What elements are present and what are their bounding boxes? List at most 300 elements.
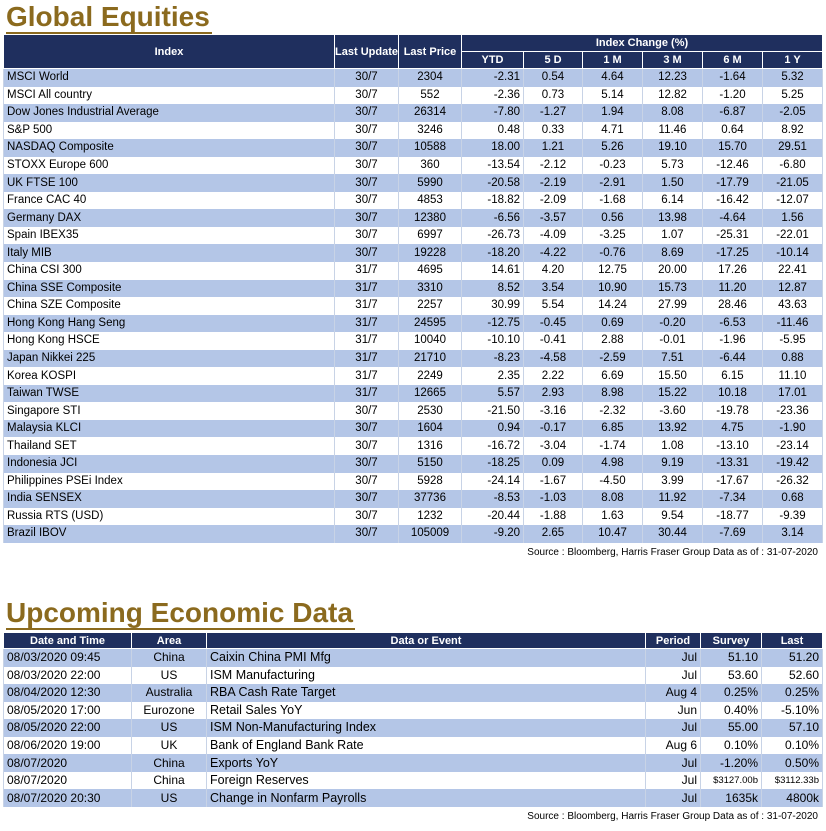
last-update: 30/7 bbox=[335, 490, 399, 508]
5d-change: -2.09 bbox=[524, 192, 583, 210]
5d-change: -4.58 bbox=[524, 350, 583, 368]
table-row bbox=[4, 262, 823, 280]
1y-change: 5.32 bbox=[763, 69, 823, 87]
period: Jul bbox=[646, 667, 701, 685]
5d-change: 2.22 bbox=[524, 367, 583, 385]
1y-change: -6.80 bbox=[763, 157, 823, 175]
last-update: 31/7 bbox=[335, 262, 399, 280]
table-row bbox=[4, 192, 823, 210]
economic-source-note: Source : Bloomberg, Harris Fraser Group Data as of : 31-07-2020 bbox=[527, 811, 818, 822]
3m-change: 1.08 bbox=[643, 437, 703, 455]
table-row bbox=[4, 244, 823, 262]
ytd-change: -20.58 bbox=[462, 174, 524, 192]
6m-change: 28.46 bbox=[703, 297, 763, 315]
last-price: 37736 bbox=[399, 490, 462, 508]
header-period: Period bbox=[646, 633, 701, 649]
event-name: Change in Nonfarm Payrolls bbox=[207, 789, 646, 807]
index-name: Russia RTS (USD) bbox=[4, 508, 335, 526]
last-value: 4800k bbox=[762, 789, 823, 807]
table-row bbox=[4, 420, 823, 438]
index-name: Singapore STI bbox=[4, 402, 335, 420]
index-name: China SZE Composite bbox=[4, 297, 335, 315]
table-row bbox=[4, 385, 823, 403]
period: Jul bbox=[646, 649, 701, 667]
area: US bbox=[132, 789, 207, 807]
1y-change: 11.10 bbox=[763, 367, 823, 385]
5d-change: 5.54 bbox=[524, 297, 583, 315]
1y-change: -11.46 bbox=[763, 315, 823, 333]
last-update: 30/7 bbox=[335, 192, 399, 210]
ytd-change: -18.20 bbox=[462, 244, 524, 262]
6m-change: -13.10 bbox=[703, 437, 763, 455]
last-price: 10040 bbox=[399, 332, 462, 350]
6m-change: 6.15 bbox=[703, 367, 763, 385]
date-time: 08/03/2020 22:00 bbox=[4, 667, 132, 685]
table-row bbox=[4, 157, 823, 175]
last-update: 30/7 bbox=[335, 69, 399, 87]
last-update: 30/7 bbox=[335, 508, 399, 526]
header-survey: Survey bbox=[701, 633, 762, 649]
last-price: 552 bbox=[399, 87, 462, 105]
index-name: Japan Nikkei 225 bbox=[4, 350, 335, 368]
1y-change: -21.05 bbox=[763, 174, 823, 192]
table-row bbox=[4, 754, 823, 772]
1m-change: -1.68 bbox=[583, 192, 643, 210]
table-row bbox=[4, 649, 823, 667]
1m-change: -4.50 bbox=[583, 473, 643, 491]
last-value: 0.10% bbox=[762, 737, 823, 755]
table-row bbox=[4, 473, 823, 491]
ytd-change: -18.25 bbox=[462, 455, 524, 473]
5d-change: -0.17 bbox=[524, 420, 583, 438]
3m-change: 9.19 bbox=[643, 455, 703, 473]
date-time: 08/07/2020 20:30 bbox=[4, 789, 132, 807]
last-update: 30/7 bbox=[335, 525, 399, 543]
last-price: 24595 bbox=[399, 315, 462, 333]
last-price: 4853 bbox=[399, 192, 462, 210]
3m-change: 27.99 bbox=[643, 297, 703, 315]
5d-change: -3.57 bbox=[524, 209, 583, 227]
last-update: 31/7 bbox=[335, 332, 399, 350]
1m-change: 6.85 bbox=[583, 420, 643, 438]
last-price: 10588 bbox=[399, 139, 462, 157]
last-price: 2304 bbox=[399, 69, 462, 87]
ytd-change: -10.10 bbox=[462, 332, 524, 350]
5d-change: -4.22 bbox=[524, 244, 583, 262]
index-name: Philippines PSEi Index bbox=[4, 473, 335, 491]
last-value: -5.10% bbox=[762, 702, 823, 720]
5d-change: 2.65 bbox=[524, 525, 583, 543]
3m-change: 3.99 bbox=[643, 473, 703, 491]
table-row bbox=[4, 702, 823, 720]
last-update: 30/7 bbox=[335, 87, 399, 105]
1m-change: -2.91 bbox=[583, 174, 643, 192]
index-name: MSCI World bbox=[4, 69, 335, 87]
index-name: Korea KOSPI bbox=[4, 367, 335, 385]
1m-change: 10.47 bbox=[583, 525, 643, 543]
3m-change: 19.10 bbox=[643, 139, 703, 157]
ytd-change: 0.48 bbox=[462, 122, 524, 140]
last-update: 31/7 bbox=[335, 315, 399, 333]
5d-change: -0.45 bbox=[524, 315, 583, 333]
last-price: 5928 bbox=[399, 473, 462, 491]
5d-change: -1.03 bbox=[524, 490, 583, 508]
5d-change: -1.67 bbox=[524, 473, 583, 491]
1m-change: 8.98 bbox=[583, 385, 643, 403]
date-time: 08/07/2020 bbox=[4, 754, 132, 772]
3m-change: -0.20 bbox=[643, 315, 703, 333]
table-row bbox=[4, 104, 823, 122]
1m-change: 1.63 bbox=[583, 508, 643, 526]
6m-change: 11.20 bbox=[703, 280, 763, 298]
1y-change: 22.41 bbox=[763, 262, 823, 280]
3m-change: 8.69 bbox=[643, 244, 703, 262]
survey: 53.60 bbox=[701, 667, 762, 685]
1m-change: -3.25 bbox=[583, 227, 643, 245]
1y-change: -10.14 bbox=[763, 244, 823, 262]
last-price: 3310 bbox=[399, 280, 462, 298]
survey: 0.25% bbox=[701, 684, 762, 702]
5d-change: -3.16 bbox=[524, 402, 583, 420]
area: Eurozone bbox=[132, 702, 207, 720]
3m-change: -3.60 bbox=[643, 402, 703, 420]
global-equities-title: Global Equities bbox=[6, 1, 210, 32]
5d-change: 0.73 bbox=[524, 87, 583, 105]
ytd-change: 0.94 bbox=[462, 420, 524, 438]
ytd-change: -9.20 bbox=[462, 525, 524, 543]
index-name: France CAC 40 bbox=[4, 192, 335, 210]
index-name: Italy MIB bbox=[4, 244, 335, 262]
1m-change: -0.76 bbox=[583, 244, 643, 262]
last-price: 1232 bbox=[399, 508, 462, 526]
1m-change: -1.74 bbox=[583, 437, 643, 455]
last-price: 6997 bbox=[399, 227, 462, 245]
index-name: UK FTSE 100 bbox=[4, 174, 335, 192]
table-row bbox=[4, 737, 823, 755]
6m-change: -6.53 bbox=[703, 315, 763, 333]
period: Aug 6 bbox=[646, 737, 701, 755]
1y-change: 43.63 bbox=[763, 297, 823, 315]
1y-change: -9.39 bbox=[763, 508, 823, 526]
index-name: Dow Jones Industrial Average bbox=[4, 104, 335, 122]
3m-change: 11.46 bbox=[643, 122, 703, 140]
event-name: Caixin China PMI Mfg bbox=[207, 649, 646, 667]
1y-change: -23.14 bbox=[763, 437, 823, 455]
header-period: 1 Y bbox=[763, 52, 823, 69]
1m-change: 0.56 bbox=[583, 209, 643, 227]
1m-change: 4.64 bbox=[583, 69, 643, 87]
6m-change: 4.75 bbox=[703, 420, 763, 438]
1m-change: 5.26 bbox=[583, 139, 643, 157]
1m-change: 4.71 bbox=[583, 122, 643, 140]
event-name: Exports YoY bbox=[207, 754, 646, 772]
index-name: STOXX Europe 600 bbox=[4, 157, 335, 175]
event-name: RBA Cash Rate Target bbox=[207, 684, 646, 702]
5d-change: -0.41 bbox=[524, 332, 583, 350]
header-period: 3 M bbox=[643, 52, 703, 69]
header-last-price: Last Price bbox=[399, 35, 462, 69]
period: Jun bbox=[646, 702, 701, 720]
event-name: ISM Non-Manufacturing Index bbox=[207, 719, 646, 737]
period: Aug 4 bbox=[646, 684, 701, 702]
table-row bbox=[4, 402, 823, 420]
last-update: 31/7 bbox=[335, 297, 399, 315]
6m-change: -6.44 bbox=[703, 350, 763, 368]
6m-change: -1.96 bbox=[703, 332, 763, 350]
ytd-change: -13.54 bbox=[462, 157, 524, 175]
1y-change: 0.68 bbox=[763, 490, 823, 508]
last-value: 51.20 bbox=[762, 649, 823, 667]
3m-change: 12.82 bbox=[643, 87, 703, 105]
table-row bbox=[4, 227, 823, 245]
1m-change: 0.69 bbox=[583, 315, 643, 333]
last-price: 105009 bbox=[399, 525, 462, 543]
6m-change: -17.67 bbox=[703, 473, 763, 491]
ytd-change: -7.80 bbox=[462, 104, 524, 122]
last-update: 30/7 bbox=[335, 455, 399, 473]
3m-change: 12.23 bbox=[643, 69, 703, 87]
1y-change: 5.25 bbox=[763, 87, 823, 105]
3m-change: 15.73 bbox=[643, 280, 703, 298]
ytd-change: -18.82 bbox=[462, 192, 524, 210]
1m-change: 1.94 bbox=[583, 104, 643, 122]
last-price: 4695 bbox=[399, 262, 462, 280]
last-update: 30/7 bbox=[335, 473, 399, 491]
5d-change: 3.54 bbox=[524, 280, 583, 298]
3m-change: 1.50 bbox=[643, 174, 703, 192]
3m-change: 13.92 bbox=[643, 420, 703, 438]
survey: -1.20% bbox=[701, 754, 762, 772]
1m-change: -2.32 bbox=[583, 402, 643, 420]
1y-change: -19.42 bbox=[763, 455, 823, 473]
table-row bbox=[4, 525, 823, 543]
global-equities-table bbox=[3, 34, 823, 543]
header-index: Index bbox=[4, 35, 335, 69]
6m-change: -17.79 bbox=[703, 174, 763, 192]
last-update: 30/7 bbox=[335, 227, 399, 245]
1y-change: -12.07 bbox=[763, 192, 823, 210]
date-time: 08/04/2020 12:30 bbox=[4, 684, 132, 702]
1m-change: 14.24 bbox=[583, 297, 643, 315]
last-update: 30/7 bbox=[335, 209, 399, 227]
table-row bbox=[4, 69, 823, 87]
ytd-change: 18.00 bbox=[462, 139, 524, 157]
index-name: India SENSEX bbox=[4, 490, 335, 508]
date-time: 08/03/2020 09:45 bbox=[4, 649, 132, 667]
last-value: 0.25% bbox=[762, 684, 823, 702]
header-event: Data or Event bbox=[207, 633, 646, 649]
index-name: Hong Kong Hang Seng bbox=[4, 315, 335, 333]
date-time: 08/06/2020 19:00 bbox=[4, 737, 132, 755]
table-row bbox=[4, 139, 823, 157]
header-period: 1 M bbox=[583, 52, 643, 69]
event-name: Bank of England Bank Rate bbox=[207, 737, 646, 755]
last-price: 2249 bbox=[399, 367, 462, 385]
index-name: Germany DAX bbox=[4, 209, 335, 227]
3m-change: 5.73 bbox=[643, 157, 703, 175]
ytd-change: 30.99 bbox=[462, 297, 524, 315]
ytd-change: -2.36 bbox=[462, 87, 524, 105]
last-price: 3246 bbox=[399, 122, 462, 140]
table-row bbox=[4, 122, 823, 140]
last-update: 30/7 bbox=[335, 420, 399, 438]
area: Australia bbox=[132, 684, 207, 702]
3m-change: 13.98 bbox=[643, 209, 703, 227]
table-row bbox=[4, 297, 823, 315]
period: Jul bbox=[646, 772, 701, 790]
1y-change: -23.36 bbox=[763, 402, 823, 420]
table-row bbox=[4, 87, 823, 105]
last-update: 31/7 bbox=[335, 350, 399, 368]
last-price: 21710 bbox=[399, 350, 462, 368]
ytd-change: -26.73 bbox=[462, 227, 524, 245]
ytd-change: -8.23 bbox=[462, 350, 524, 368]
header-period: YTD bbox=[462, 52, 524, 69]
6m-change: -1.64 bbox=[703, 69, 763, 87]
index-name: MSCI All country bbox=[4, 87, 335, 105]
table-row bbox=[4, 350, 823, 368]
1y-change: 17.01 bbox=[763, 385, 823, 403]
last-update: 30/7 bbox=[335, 104, 399, 122]
1y-change: 29.51 bbox=[763, 139, 823, 157]
3m-change: 30.44 bbox=[643, 525, 703, 543]
last-price: 360 bbox=[399, 157, 462, 175]
6m-change: -13.31 bbox=[703, 455, 763, 473]
ytd-change: -24.14 bbox=[462, 473, 524, 491]
area: China bbox=[132, 772, 207, 790]
6m-change: -17.25 bbox=[703, 244, 763, 262]
last-price: 5990 bbox=[399, 174, 462, 192]
5d-change: 1.21 bbox=[524, 139, 583, 157]
area: UK bbox=[132, 737, 207, 755]
3m-change: 8.08 bbox=[643, 104, 703, 122]
1m-change: -0.23 bbox=[583, 157, 643, 175]
ytd-change: -2.31 bbox=[462, 69, 524, 87]
3m-change: 6.14 bbox=[643, 192, 703, 210]
6m-change: -4.64 bbox=[703, 209, 763, 227]
last-price: 12665 bbox=[399, 385, 462, 403]
3m-change: 7.51 bbox=[643, 350, 703, 368]
period: Jul bbox=[646, 754, 701, 772]
6m-change: -6.87 bbox=[703, 104, 763, 122]
6m-change: -1.20 bbox=[703, 87, 763, 105]
5d-change: -4.09 bbox=[524, 227, 583, 245]
5d-change: -3.04 bbox=[524, 437, 583, 455]
index-name: China SSE Composite bbox=[4, 280, 335, 298]
1m-change: 12.75 bbox=[583, 262, 643, 280]
6m-change: -16.42 bbox=[703, 192, 763, 210]
survey: 1635k bbox=[701, 789, 762, 807]
ytd-change: -16.72 bbox=[462, 437, 524, 455]
3m-change: 15.22 bbox=[643, 385, 703, 403]
6m-change: 10.18 bbox=[703, 385, 763, 403]
table-row bbox=[4, 455, 823, 473]
table-row bbox=[4, 315, 823, 333]
ytd-change: 8.52 bbox=[462, 280, 524, 298]
last-price: 12380 bbox=[399, 209, 462, 227]
table-row bbox=[4, 332, 823, 350]
table-row bbox=[4, 280, 823, 298]
equities-source-note: Source : Bloomberg, Harris Fraser Group Data as of : 31-07-2020 bbox=[527, 547, 818, 558]
1y-change: 0.88 bbox=[763, 350, 823, 368]
index-name: Thailand SET bbox=[4, 437, 335, 455]
index-name: China CSI 300 bbox=[4, 262, 335, 280]
5d-change: -2.19 bbox=[524, 174, 583, 192]
date-time: 08/05/2020 17:00 bbox=[4, 702, 132, 720]
table-row bbox=[4, 667, 823, 685]
5d-change: -1.27 bbox=[524, 104, 583, 122]
last-price: 1604 bbox=[399, 420, 462, 438]
1y-change: -5.95 bbox=[763, 332, 823, 350]
3m-change: 15.50 bbox=[643, 367, 703, 385]
index-name: Spain IBEX35 bbox=[4, 227, 335, 245]
table-row bbox=[4, 508, 823, 526]
1y-change: -1.90 bbox=[763, 420, 823, 438]
table-row bbox=[4, 684, 823, 702]
1y-change: -26.32 bbox=[763, 473, 823, 491]
survey: 0.40% bbox=[701, 702, 762, 720]
3m-change: 20.00 bbox=[643, 262, 703, 280]
last-update: 31/7 bbox=[335, 280, 399, 298]
last-price: 19228 bbox=[399, 244, 462, 262]
6m-change: -12.46 bbox=[703, 157, 763, 175]
ytd-change: 5.57 bbox=[462, 385, 524, 403]
6m-change: -19.78 bbox=[703, 402, 763, 420]
table-row bbox=[4, 719, 823, 737]
last-update: 30/7 bbox=[335, 174, 399, 192]
5d-change: 0.09 bbox=[524, 455, 583, 473]
3m-change: 9.54 bbox=[643, 508, 703, 526]
index-name: S&P 500 bbox=[4, 122, 335, 140]
index-name: NASDAQ Composite bbox=[4, 139, 335, 157]
3m-change: 11.92 bbox=[643, 490, 703, 508]
ytd-change: -8.53 bbox=[462, 490, 524, 508]
1m-change: 6.69 bbox=[583, 367, 643, 385]
1y-change: 3.14 bbox=[763, 525, 823, 543]
table-row bbox=[4, 772, 823, 790]
last-value: 57.10 bbox=[762, 719, 823, 737]
header-date-time: Date and Time bbox=[4, 633, 132, 649]
survey: $3127.00b bbox=[701, 772, 762, 790]
event-name: ISM Manufacturing bbox=[207, 667, 646, 685]
6m-change: -7.69 bbox=[703, 525, 763, 543]
last-update: 30/7 bbox=[335, 139, 399, 157]
1y-change: 8.92 bbox=[763, 122, 823, 140]
area: China bbox=[132, 754, 207, 772]
last-price: 1316 bbox=[399, 437, 462, 455]
ytd-change: -20.44 bbox=[462, 508, 524, 526]
header-last: Last bbox=[762, 633, 823, 649]
table-row bbox=[4, 789, 823, 807]
header-index-change: Index Change (%) bbox=[462, 35, 823, 52]
6m-change: 15.70 bbox=[703, 139, 763, 157]
last-value: $3112.33b bbox=[762, 772, 823, 790]
table-row bbox=[4, 367, 823, 385]
6m-change: -18.77 bbox=[703, 508, 763, 526]
1m-change: -2.59 bbox=[583, 350, 643, 368]
1m-change: 2.88 bbox=[583, 332, 643, 350]
event-name: Foreign Reserves bbox=[207, 772, 646, 790]
economic-data-table bbox=[3, 632, 823, 807]
last-update: 30/7 bbox=[335, 437, 399, 455]
table-row bbox=[4, 437, 823, 455]
1y-change: 12.87 bbox=[763, 280, 823, 298]
header-area: Area bbox=[132, 633, 207, 649]
3m-change: 1.07 bbox=[643, 227, 703, 245]
last-price: 2530 bbox=[399, 402, 462, 420]
5d-change: -2.12 bbox=[524, 157, 583, 175]
5d-change: 4.20 bbox=[524, 262, 583, 280]
